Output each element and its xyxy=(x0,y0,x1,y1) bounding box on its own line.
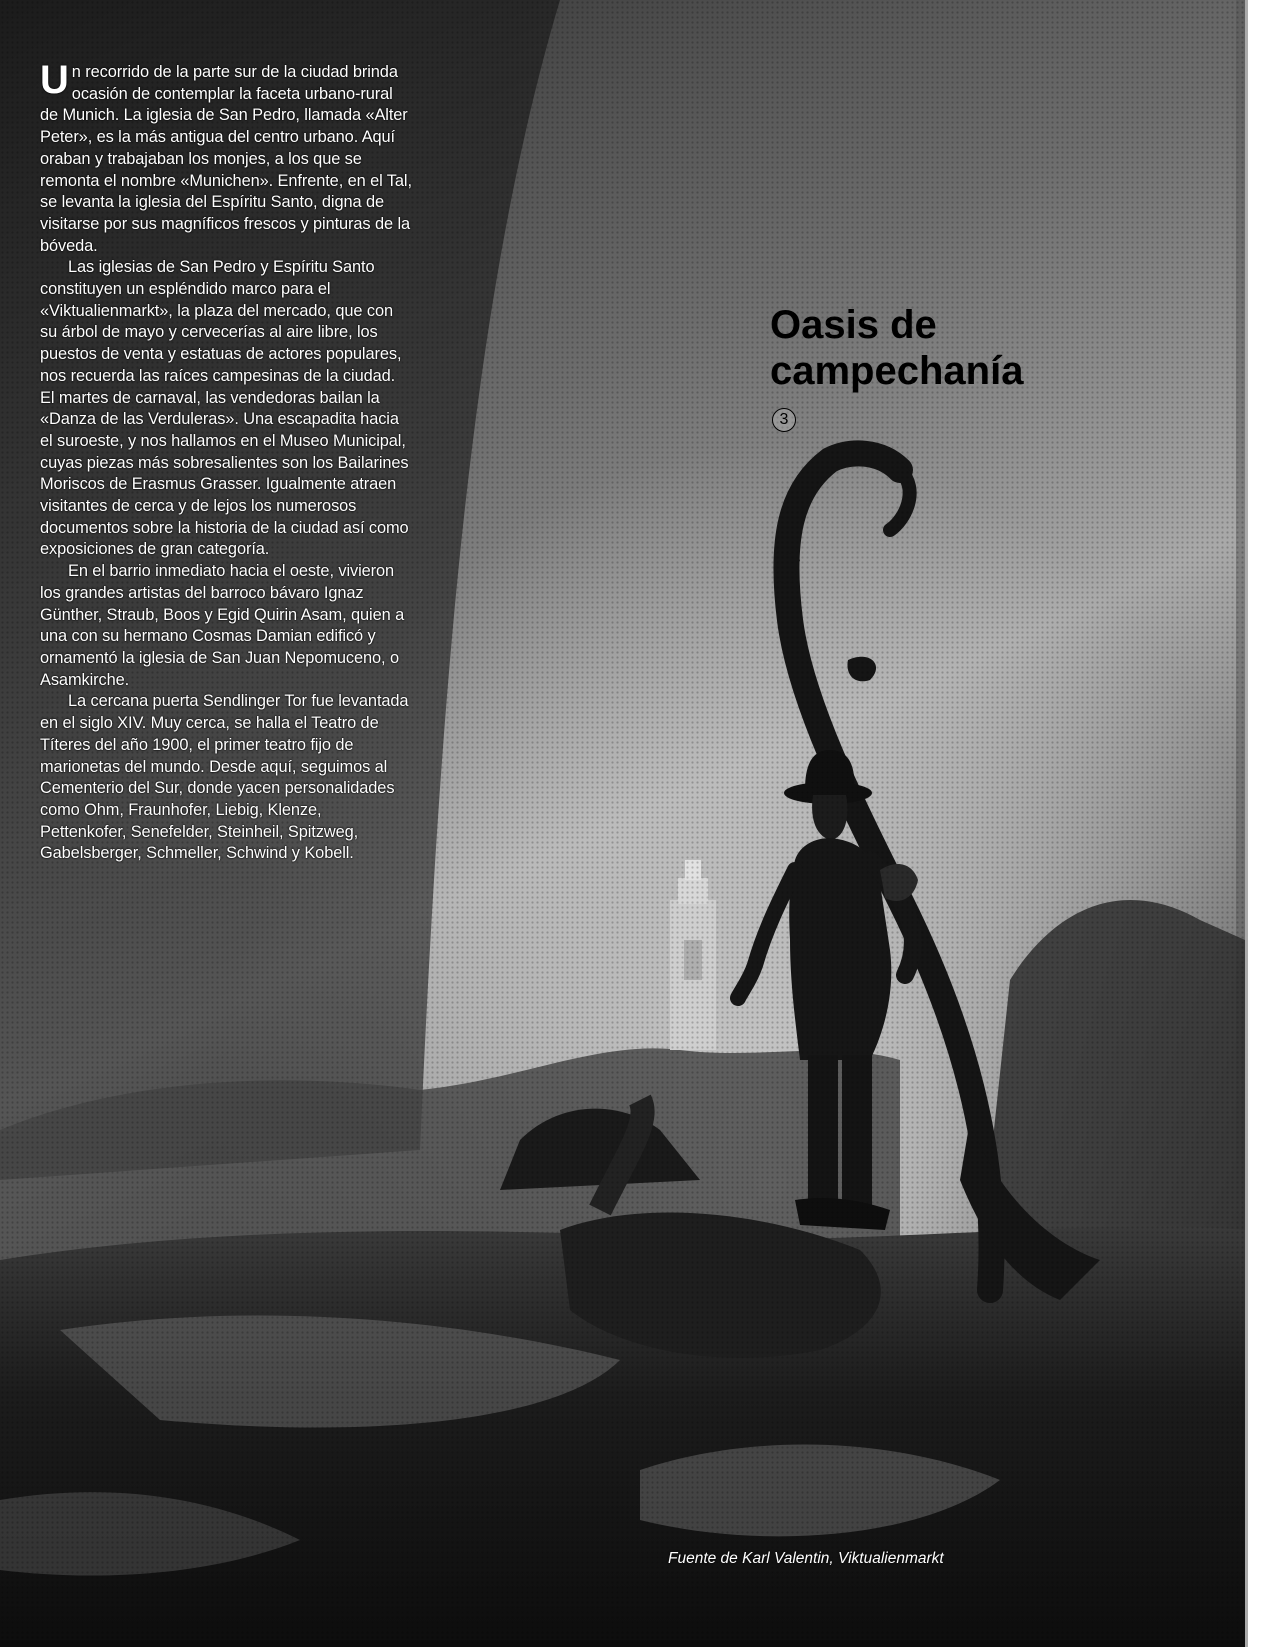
article-paragraph-2: Las iglesias de San Pedro y Espíritu Santo constituyen un espléndido marco para el «Viktualienmarkt», la plaza del mercado, que con su árbol de mayo y cervecerías al aire libre, los puestos de venta y estatuas de actores populares, nos recuerda las raíces campesinas de la ciudad. El martes de carnaval, las vendedoras bailan la «Danza de las Verduleras». Una escapadita hacia el suroeste, y nos hallamos en el Museo Municipal, cuyas piezas más sobresalientes son los Bailarines Moriscos de Erasmus Grasser. Igualmente atraen visitantes de cerca y de lejos los numerosos documentos sobre la historia de la ciudad así como exposiciones de gran categoría. xyxy=(40,258,409,559)
title-line-2: campechanía xyxy=(770,349,1024,393)
article-paragraph-1-text: n recorrido de la parte sur de la ciudad brinda ocasión de contemplar la faceta urbano-rural de Munich. La iglesia de San Pedro, llamada «Alter Peter», es la más antigua del centro urbano. Aquí oraban y trabajaban los monjes, a los que se remonta el nombre «Munichen». Enfrente, en el Tal, se levanta la iglesia del Espíritu Santo, digna de visitarse por sus magníficos frescos y pinturas de la bóveda. xyxy=(40,63,412,255)
title-line-1: Oasis de xyxy=(770,303,937,347)
section-number-badge: 3 xyxy=(772,408,796,432)
article-paragraph-1 xyxy=(40,58,412,257)
page-title xyxy=(770,302,1023,394)
drop-cap: U xyxy=(40,58,69,102)
article-paragraph-3: En el barrio inmediato hacia el oeste, vivieron los grandes artistas del barroco bávaro Ignaz Günther, Straub, Boos y Egid Quirin Asam, quien a una con su hermano Cosmas Damian edificó y ornamentó la iglesia de San Juan Nepomuceno, o Asamkirche. xyxy=(40,562,405,689)
article-paragraph-4: La cercana puerta Sendlinger Tor fue levantada en el siglo XIV. Muy cerca, se halla el Teatro de Títeres del año 1900, el primer teatro fijo de marionetas del mundo. Desde aquí, seguimos al Cementerio del Sur, donde yacen personalidades como Ohm, Fraunhofer, Liebig, Klenze, Pettenkofer, Senefelder, Steinheil, Spitzweg, Gabelsberger, Schmeller, Schwind y Kobell. xyxy=(40,692,409,863)
article-body xyxy=(40,58,412,865)
photo-caption: Fuente de Karl Valentin, Viktualienmarkt xyxy=(668,1550,944,1567)
